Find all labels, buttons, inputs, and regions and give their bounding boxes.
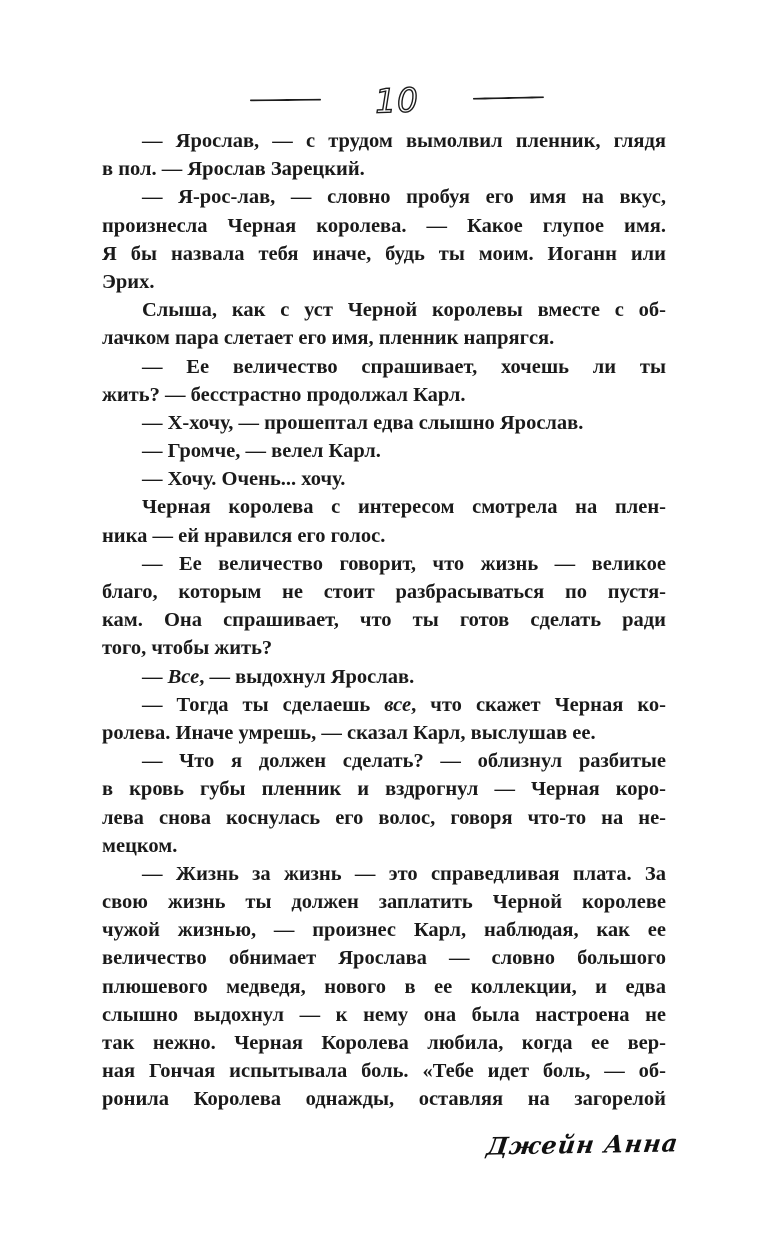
text-line: кам. Она спрашивает, что ты готов сделать ради (102, 609, 666, 632)
text-line: ника — ей нравился его голос. (102, 524, 386, 547)
text-line: чужой жизнью, — произнес Карл, наблюдая, как ее (102, 919, 666, 942)
text-line: Слыша, как с уст Черной королевы вместе с об- (142, 299, 666, 322)
text-line: Эрих. (102, 270, 155, 293)
text-line: величество обнимает Ярослава — словно большого (102, 947, 666, 970)
text-line: — Что я должен сделать? — облизнул разбитые (142, 750, 666, 773)
page-number: 10 (374, 79, 420, 121)
text-line: — Тогда ты сделаешь все, что скажет Черная ко- (142, 693, 666, 716)
text-line: слышно выдохнул — к нему она была настроена не (102, 1003, 666, 1026)
text-line: — Х-хочу, — прошептал едва слышно Ярослав. (142, 411, 584, 434)
text-line: в кровь губы пленник и вздрогнул — Черная коро- (102, 778, 666, 801)
text-line: ронила Королева однажды, оставляя на загорелой (102, 1088, 666, 1111)
header-rule-left (250, 99, 321, 102)
text-line: в пол. — Ярослав Зарецкий. (102, 158, 365, 181)
text-line: свою жизнь ты должен заплатить Черной королеве (102, 891, 666, 914)
text-line: — Ее величество говорит, что жизнь — великое (142, 552, 666, 575)
text-line: лачком пара слетает его имя, пленник напрягся. (102, 327, 555, 350)
page-header (13, 80, 768, 120)
text-line: — Все, — выдохнул Ярослав. (142, 665, 415, 688)
text-line: так нежно. Черная Королева любила, когда ее вер- (102, 1032, 666, 1054)
text-line: произнесла Черная королева. — Какое глупое имя. (102, 214, 666, 237)
header-rule-right (473, 96, 544, 99)
text-line: Я бы назвала тебя иначе, будь ты моим. Иоганн или (102, 242, 666, 265)
text-line: ная Гончая испытывала боль. «Тебе идет боль, — об- (102, 1060, 666, 1083)
text-line: благо, которым не стоит разбрасываться по пустя- (102, 581, 666, 603)
text-line: Черная королева с интересом смотрела на плен- (142, 496, 666, 519)
author-signature: Джейн Анна (484, 1128, 681, 1161)
text-line: — Я-рос-лав, — словно пробуя его имя на вкус, (142, 186, 666, 209)
text-line: мецком. (102, 834, 178, 857)
text-line: — Ярослав, — с трудом вымолвил пленник, глядя (142, 130, 666, 152)
text-line: — Громче, — велел Карл. (142, 440, 381, 463)
page-body (102, 127, 666, 1114)
text-line: — Жизнь за жизнь — это справедливая плата. За (142, 862, 666, 885)
text-line: — Ее величество спрашивает, хочешь ли ты (142, 355, 666, 378)
text-line: плюшевого медведя, нового в ее коллекции, и едва (102, 975, 666, 998)
text-line: жить? — бесстрастно продолжал Карл. (102, 383, 466, 406)
text-line: лева снова коснулась его волос, говоря что-то на не- (102, 806, 666, 829)
text-line: ролева. Иначе умрешь, — сказал Карл, выслушав ее. (102, 721, 596, 744)
text-line: того, чтобы жить? (102, 637, 273, 660)
text-line: — Хочу. Очень... хочу. (142, 468, 346, 491)
